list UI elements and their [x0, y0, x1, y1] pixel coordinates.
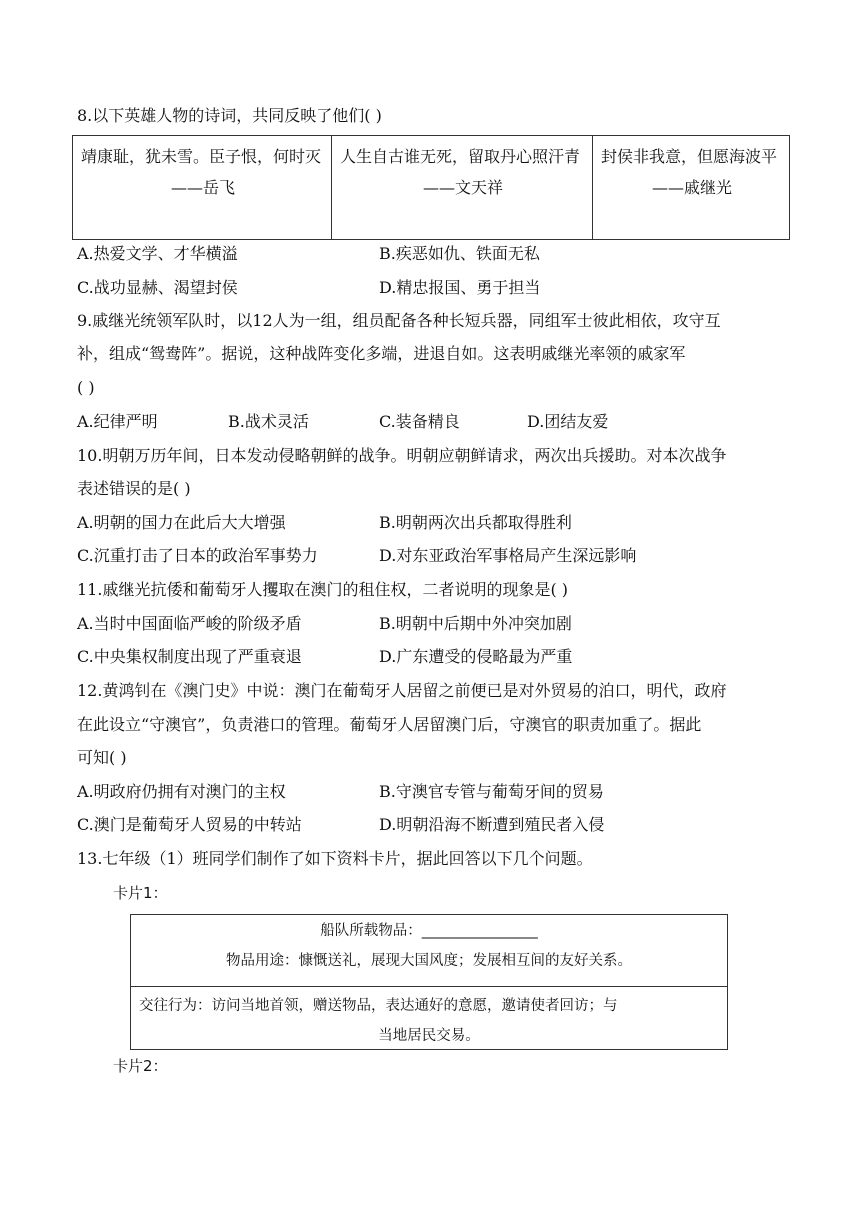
q9-stem-line2: 补，组成“鸳鸯阵”。据说，这种战阵变化多端，进退自如。这表明戚继光率领的戚家军 — [77, 344, 686, 363]
poem-author: ——岳飞 — [170, 178, 235, 197]
poem-author: ——文天祥 — [422, 178, 503, 197]
poem-cell-wentianxiang — [332, 136, 593, 240]
q8-option-b: B.疾恶如仇、铁面无私 — [379, 244, 540, 263]
card1-top-section — [131, 915, 727, 987]
card1-behavior-line2: 当地居民交易。 — [378, 1028, 480, 1044]
q12-stem-line2: 在此设立“守澳官”，负责港口的管理。葡萄牙人居留澳门后，守澳官的职责加重了。据此 — [77, 715, 702, 734]
card1 — [130, 914, 728, 1050]
card2-label: 卡片2： — [113, 1057, 168, 1075]
q8-option-c: C.战功显赫、渴望封侯 — [77, 278, 238, 297]
q10-option-a: A.明朝的国力在此后大大增强 — [77, 513, 286, 532]
q13-stem: 13.七年级（1）班同学们制作了如下资料卡片，据此回答以下几个问题。 — [77, 849, 593, 868]
q11-option-b: B.明朝中后期中外冲突加剧 — [379, 614, 572, 633]
poem-author: ——戚继光 — [651, 178, 732, 197]
q12-option-a: A.明政府仍拥有对澳门的主权 — [77, 782, 286, 801]
q10-stem-line2: 表述错误的是( ) — [77, 479, 191, 498]
q9-option-b: B.战术灵活 — [228, 412, 309, 431]
q12-stem-line3: 可知( ) — [77, 748, 127, 767]
q9-option-c: C.装备精良 — [379, 412, 460, 431]
q10-stem-line1: 10.明朝万历年间，日本发动侵略朝鲜的战争。明朝应朝鲜请求，两次出兵援助。对本次战争 — [77, 446, 727, 465]
q11-option-a: A.当时中国面临严峻的阶级矛盾 — [77, 614, 302, 633]
poem-cell-qijiguang — [593, 136, 790, 240]
q12-option-c: C.澳门是葡萄牙人贸易的中转站 — [77, 815, 302, 834]
card1-bottom-section — [131, 987, 727, 1051]
q9-stem-line1: 9.戚继光统领军队时，以12人为一组，组员配备各种长短兵器，同组军士彼此相依，攻守互 — [77, 311, 721, 330]
poem-cell-yuefei — [73, 136, 332, 240]
q11-option-c: C.中央集权制度出现了严重衰退 — [77, 647, 302, 666]
q11-stem: 11.戚继光抗倭和葡萄牙人攫取在澳门的租住权，二者说明的现象是( ) — [77, 580, 569, 599]
q8-stem: 8.以下英雄人物的诗词，共同反映了他们( ) — [77, 106, 382, 125]
q8-poem-table — [72, 135, 790, 240]
q11-option-d: D.广东遭受的侵略最为严重 — [379, 647, 573, 666]
q8-option-a: A.热爱文学、才华横溢 — [77, 244, 238, 263]
poem-text: 封侯非我意，但愿海波平 — [601, 147, 778, 166]
q10-option-b: B.明朝两次出兵都取得胜利 — [379, 513, 572, 532]
card1-label: 卡片1： — [113, 884, 168, 902]
q10-option-d: D.对东亚政治军事格局产生深远影响 — [379, 546, 637, 565]
q9-option-a: A.纪律严明 — [77, 412, 158, 431]
q10-option-c: C.沉重打击了日本的政治军事势力 — [77, 546, 318, 565]
q12-option-d: D.明朝沿海不断遭到殖民者入侵 — [379, 815, 605, 834]
q8-option-d: D.精忠报国、勇于担当 — [379, 278, 541, 297]
q12-option-b: B.守澳官专管与葡萄牙间的贸易 — [379, 782, 604, 801]
poem-text: 人生自古谁无死，留取丹心照汗青 — [340, 147, 581, 166]
card1-use: 物品用途：慷慨送礼，展现大国风度；发展相互间的友好关系。 — [226, 953, 632, 969]
poem-text: 靖康耻，犹未雪。臣子恨，何时灭 — [81, 147, 322, 166]
card1-goods: 船队所载物品：________________ — [320, 923, 538, 939]
q9-option-d: D.团结友爱 — [527, 412, 609, 431]
q9-stem-line3: ( ) — [77, 378, 95, 397]
card1-behavior-line1: 交往行为：访问当地首领，赠送物品，表达通好的意愿，邀请使者回访；与 — [139, 998, 618, 1014]
q12-stem-line1: 12.黄鸿钊在《澳门史》中说：澳门在葡萄牙人居留之前便已是对外贸易的泊口，明代，政府 — [77, 681, 727, 700]
